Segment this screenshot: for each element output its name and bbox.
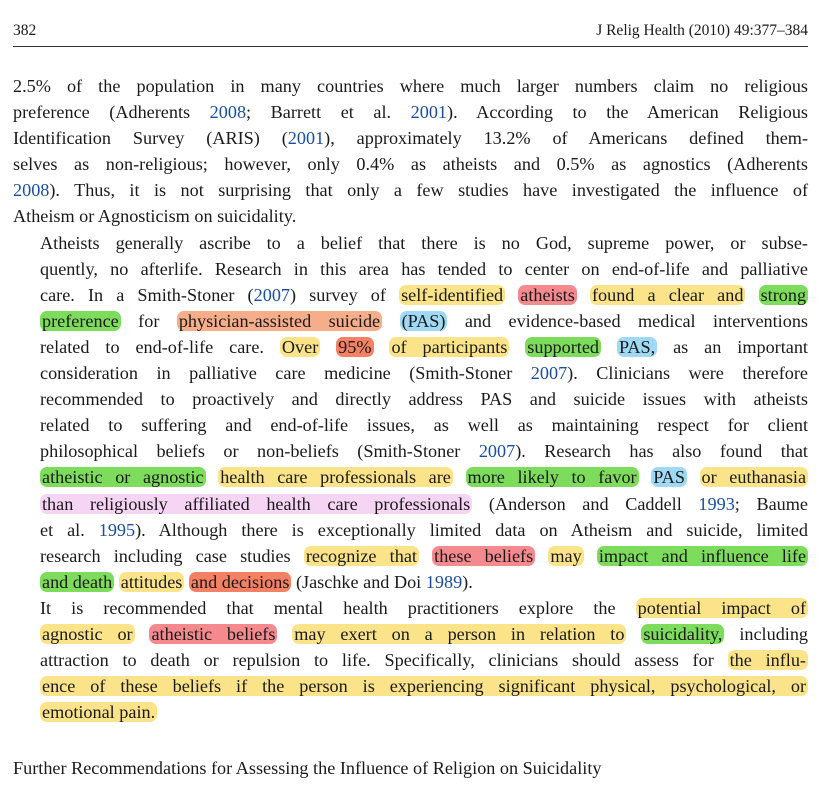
highlight-orange[interactable]: physician-assisted suicide	[178, 310, 381, 331]
text-run: (Jaschke and Doi	[295, 571, 426, 592]
highlight-yellow[interactable]: of participants	[391, 336, 508, 357]
citation-link[interactable]: 2008	[13, 180, 50, 201]
text-run: recommended to proactively and directly address PAS and suicide issues with atheists	[40, 389, 808, 410]
text-line	[13, 412, 808, 438]
text-line	[13, 647, 808, 673]
citation-link[interactable]: 1989	[425, 571, 463, 592]
highlight-yellow[interactable]: ence of these beliefs if the person is experiencing significant physical, psychological, or	[42, 676, 806, 697]
text-line	[13, 282, 808, 308]
citation-link[interactable]: 2007	[478, 441, 516, 462]
text-line	[13, 438, 808, 464]
text-line	[13, 699, 808, 725]
text-run: ) survey of	[290, 284, 400, 305]
section-heading: Further Recommendations for Assessing the Influence of Religion on Suicidality	[13, 758, 602, 778]
text-line	[13, 308, 808, 334]
highlight-pink[interactable]: than religiously affiliated health care professionals	[42, 493, 471, 514]
text-line	[13, 491, 808, 517]
text-run: ; Baume	[734, 493, 808, 514]
text-line	[13, 360, 808, 386]
text-line	[13, 99, 808, 125]
citation-link[interactable]: 2001	[410, 102, 448, 123]
highlight-green[interactable]: preference	[42, 310, 119, 331]
text-run: ; Barrett et al.	[246, 102, 411, 123]
highlight-yellow[interactable]: attitudes	[120, 571, 183, 592]
highlight-yellow[interactable]: agnostic or	[42, 623, 133, 644]
highlight-dark-orange[interactable]: 95%	[338, 336, 372, 357]
journal-reference: J Relig Health (2010) 49:377–384	[596, 22, 808, 39]
text-line	[13, 73, 808, 99]
text-run: ), approximately 13.2% of Americans defined them-	[324, 128, 809, 149]
text-run: attraction to death or repulsion to life. Specifically, clinicians should assess for	[40, 650, 714, 671]
text-run: Atheism or Agnosticism on suicidality.	[13, 206, 297, 227]
text-run: care. In a Smith-Stoner (	[40, 284, 254, 305]
highlight-yellow[interactable]: recognize that	[305, 545, 417, 566]
highlight-blue[interactable]: PAS	[653, 467, 685, 488]
citation-link[interactable]: 1993	[698, 493, 735, 514]
text-run: et al.	[40, 519, 99, 540]
text-run: ). Research has also found that	[515, 441, 808, 462]
text-run: (Anderson and Caddell	[488, 493, 699, 514]
text-line	[13, 256, 808, 282]
text-line	[13, 334, 808, 360]
text-line	[13, 673, 808, 699]
highlight-green[interactable]: and death	[42, 571, 113, 592]
text-line	[13, 125, 808, 151]
text-run: It is recommended that mental health practitioners explore the	[40, 597, 616, 618]
highlight-yellow[interactable]: self-identified	[401, 284, 504, 305]
highlight-red[interactable]: these beliefs	[434, 545, 534, 566]
text-run: philosophical beliefs or non-beliefs (Smith-Stoner	[40, 441, 479, 462]
highlight-green[interactable]: impact and influence life	[598, 545, 807, 566]
text-run: ). Although there is exceptionally limited data on Atheism and suicide, limited	[135, 519, 808, 540]
text-run: research including case studies	[40, 545, 291, 566]
citation-link[interactable]: 2007	[530, 363, 568, 384]
highlight-green[interactable]: supported	[527, 336, 600, 357]
highlight-green[interactable]: strong	[760, 284, 807, 305]
text-run: quently, no afterlife. Research in this area has tended to center on end-of-life and palliative	[40, 258, 808, 279]
text-run: preference (Adherents	[13, 102, 210, 123]
text-line	[13, 203, 808, 229]
text-line	[13, 517, 808, 543]
text-line	[13, 230, 808, 256]
citation-link[interactable]: 2007	[253, 284, 290, 305]
text-run: 2.5% of the population in many countries where much larger numbers claim no religious	[13, 76, 808, 96]
citation-link[interactable]: 2001	[287, 128, 325, 149]
citation-link[interactable]: 2008	[209, 102, 247, 123]
highlight-red[interactable]: atheistic beliefs	[151, 623, 276, 644]
highlight-blue[interactable]: (PAS)	[401, 310, 446, 331]
text-run: and evidence-based medical interventions	[464, 310, 808, 331]
highlight-yellow[interactable]: emotional pain.	[42, 702, 156, 723]
paragraph-1	[13, 73, 808, 230]
text-run: related to suffering and end-of-life issues, as well as maintaining respect for client	[40, 415, 808, 436]
text-line	[13, 569, 808, 595]
text-line	[13, 151, 808, 177]
highlight-yellow[interactable]: Over	[281, 336, 319, 357]
highlight-dark-orange[interactable]: and decisions	[190, 571, 290, 592]
page-header	[13, 22, 808, 47]
page-number: 382	[13, 22, 37, 39]
text-run: for	[138, 310, 160, 331]
text-run: ). According to the American Religious	[447, 102, 808, 123]
text-run: as an important	[673, 336, 808, 357]
paragraph-2	[13, 230, 808, 595]
text-run: related to end-of-life care.	[40, 336, 264, 357]
text-run: including	[739, 623, 809, 644]
highlight-blue[interactable]: PAS,	[618, 336, 656, 357]
text-run: ).	[462, 571, 473, 592]
paragraph-3	[13, 595, 808, 725]
highlight-yellow[interactable]: may	[550, 545, 582, 566]
highlight-green[interactable]: more likely to favor	[467, 467, 637, 488]
citation-link[interactable]: 1995	[98, 519, 136, 540]
highlight-yellow[interactable]: found a clear and	[591, 284, 744, 305]
text-line	[13, 386, 808, 412]
article-body	[13, 73, 808, 725]
highlight-yellow[interactable]: potential impact of	[637, 597, 807, 618]
text-line	[13, 543, 808, 569]
text-run: selves as non-religious; however, only 0.4% as atheists and 0.5% as agnostics (Adherents	[13, 154, 808, 175]
text-run: consideration in palliative care medicine (Smith-Stoner	[40, 363, 531, 384]
text-run: ). Clinicians were therefore	[567, 363, 808, 384]
highlight-yellow[interactable]: or euthanasia	[701, 467, 807, 488]
text-line	[13, 621, 808, 647]
highlight-green[interactable]: atheistic or agnostic	[42, 467, 204, 488]
text-line	[13, 464, 808, 490]
text-run: Atheists generally ascribe to a belief that there is no God, supreme power, or subse-	[40, 232, 808, 253]
text-line	[13, 177, 808, 203]
highlight-green[interactable]: suicidality,	[643, 623, 723, 644]
highlight-yellow[interactable]: health care professionals are	[220, 467, 451, 488]
text-run: ). Thus, it is not surprising that only a few studies have investigated the influence of	[49, 180, 808, 201]
highlight-yellow[interactable]: the influ-	[729, 650, 806, 671]
text-line	[13, 595, 808, 621]
text-run: Identification Survey (ARIS) (	[13, 128, 288, 149]
highlight-red[interactable]: atheists	[520, 284, 575, 305]
highlight-yellow[interactable]: may exert on a person in relation to	[294, 623, 625, 644]
